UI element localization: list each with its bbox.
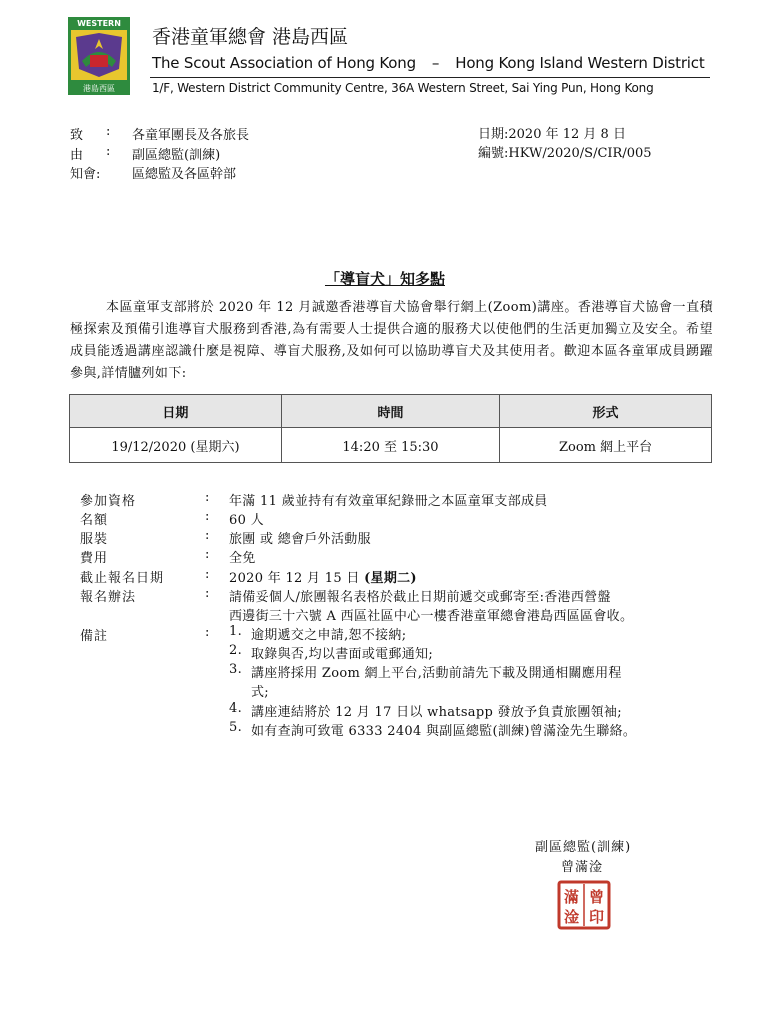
remark-item xyxy=(229,720,636,739)
header-time: 時間 xyxy=(281,395,499,428)
eligibility-value: 年滿 11 歲並持有有效童軍紀錄冊之本區童軍支部成員 xyxy=(229,494,548,509)
remark-item xyxy=(229,681,269,700)
table-row xyxy=(70,428,712,463)
document-title: 「導盲犬」知多點 xyxy=(324,270,445,288)
quota-label: 名額 xyxy=(80,513,109,528)
detail-colon: : xyxy=(205,509,210,524)
remark-text: 取錄與否,均以書面或電郵通知; xyxy=(251,647,434,662)
signatory-name: 曾滿淦 xyxy=(561,860,604,875)
remark-text: 講座將採用 Zoom 網上平台,活動前請先下載及開通相關應用程 xyxy=(251,666,622,681)
remark-number: 1. xyxy=(229,624,243,639)
schedule-table xyxy=(69,394,712,463)
svg-text:港島西區: 港島西區 xyxy=(83,84,115,93)
deadline-value xyxy=(229,567,417,586)
eligibility-label: 參加資格 xyxy=(80,494,137,509)
memo-cc-value: 區總監及各區幹部 xyxy=(132,167,237,182)
remark-text: 式; xyxy=(251,685,269,700)
memo-to-row xyxy=(70,124,249,143)
intro-paragraph: 本區童軍支部將於 2020 年 12 月誠邀香港導盲犬協會舉行網上(Zoom)講座。香港導盲犬協會一直積極探索及預備引進導盲犬服務到香港,為有需要人士提供合適的服務犬以使他們的生活更加獨立及安全。希望成員能透過講座認識什麼是視障、導盲犬服務,及如何可以協助導盲犬及其使用者。歡迎本區各童軍成員踴躍參與,詳情臚列如下: xyxy=(70,300,713,381)
memo-cc-label: 知會: xyxy=(70,167,101,182)
svg-text:曾: 曾 xyxy=(588,888,605,906)
header-date: 日期 xyxy=(70,395,282,428)
detail-colon: : xyxy=(205,625,210,640)
scout-district-logo xyxy=(68,17,130,95)
signatory-title: 副區總監(訓練) xyxy=(535,840,632,855)
cell-format: Zoom 網上平台 xyxy=(500,428,712,463)
remark-item xyxy=(229,643,433,662)
remark-number: 5. xyxy=(229,720,243,735)
memo-colon: : xyxy=(106,144,111,159)
memo-from-value: 副區總監(訓練) xyxy=(132,148,221,163)
cell-date: 19/12/2020 (星期六) xyxy=(70,428,282,463)
remark-text: 如有查詢可致電 6333 2404 與副區總監(訓練)曾滿淦先生聯絡。 xyxy=(251,724,637,739)
attire-value: 旅團 或 總會戶外活動服 xyxy=(229,532,371,547)
detail-colon: : xyxy=(205,547,210,562)
remark-number: 4. xyxy=(229,701,243,716)
cell-time: 14:20 至 15:30 xyxy=(281,428,499,463)
remark-number: 2. xyxy=(229,643,243,658)
remark-number xyxy=(229,681,251,700)
remarks-label: 備註 xyxy=(80,629,109,644)
header-format: 形式 xyxy=(500,395,712,428)
method-line-1: 請備妥個人/旅團報名表格於截止日期前遞交或郵寄至:香港西營盤 xyxy=(229,590,611,605)
remark-item xyxy=(229,701,622,720)
memo-reference: 編號:HKW/2020/S/CIR/005 xyxy=(478,146,652,161)
association-name: The Scout Association of Hong Kong xyxy=(152,54,416,72)
organization-address: 1/F, Western District Community Centre, 36A Western Street, Sai Ying Pun, Hong Kong xyxy=(152,81,654,95)
organization-name-chinese: 香港童軍總會 港島西區 xyxy=(152,26,349,48)
attire-label: 服裝 xyxy=(80,532,109,547)
table-header-row xyxy=(70,395,712,428)
method-label: 報名辦法 xyxy=(80,590,137,605)
remark-item xyxy=(229,662,622,681)
organization-name-english xyxy=(152,54,705,72)
remark-text: 講座連結將於 12 月 17 日以 whatsapp 發放予負責旅團領袖; xyxy=(251,705,622,720)
detail-colon: : xyxy=(205,586,210,601)
deadline-label: 截止報名日期 xyxy=(80,571,165,586)
memo-from-row xyxy=(70,144,220,163)
memo-to-value: 各童軍團長及各旅長 xyxy=(132,128,250,143)
memo-to-label: 致 xyxy=(70,128,84,143)
detail-colon: : xyxy=(205,490,210,505)
quota-value: 60 人 xyxy=(229,513,264,528)
fee-value: 全免 xyxy=(229,551,256,566)
name-separator: – xyxy=(431,54,440,72)
remark-text: 逾期遞交之申請,恕不接納; xyxy=(251,628,407,643)
memo-date: 日期:2020 年 12 月 8 日 xyxy=(478,127,626,142)
svg-text:印: 印 xyxy=(588,908,605,926)
remark-number: 3. xyxy=(229,662,243,677)
letterhead-rule xyxy=(150,77,710,78)
detail-colon: : xyxy=(205,528,210,543)
method-line-2: 西邊街三十六號 A 西區社區中心一樓香港童軍總會港島西區區會收。 xyxy=(229,609,634,624)
seal-stamp-icon xyxy=(557,880,611,930)
deadline-date: 2020 年 12 月 15 日 xyxy=(229,571,360,586)
svg-text:WESTERN: WESTERN xyxy=(77,19,121,28)
memo-cc-row xyxy=(70,163,236,182)
svg-text:淦: 淦 xyxy=(563,908,580,926)
district-name: Hong Kong Island Western District xyxy=(455,54,705,72)
detail-colon: : xyxy=(205,567,210,582)
memo-colon: : xyxy=(106,124,111,139)
svg-text:滿: 滿 xyxy=(563,888,580,906)
fee-label: 費用 xyxy=(80,551,109,566)
memo-from-label: 由 xyxy=(70,148,84,163)
remark-item xyxy=(229,624,406,643)
deadline-weekday: (星期二) xyxy=(364,571,417,586)
